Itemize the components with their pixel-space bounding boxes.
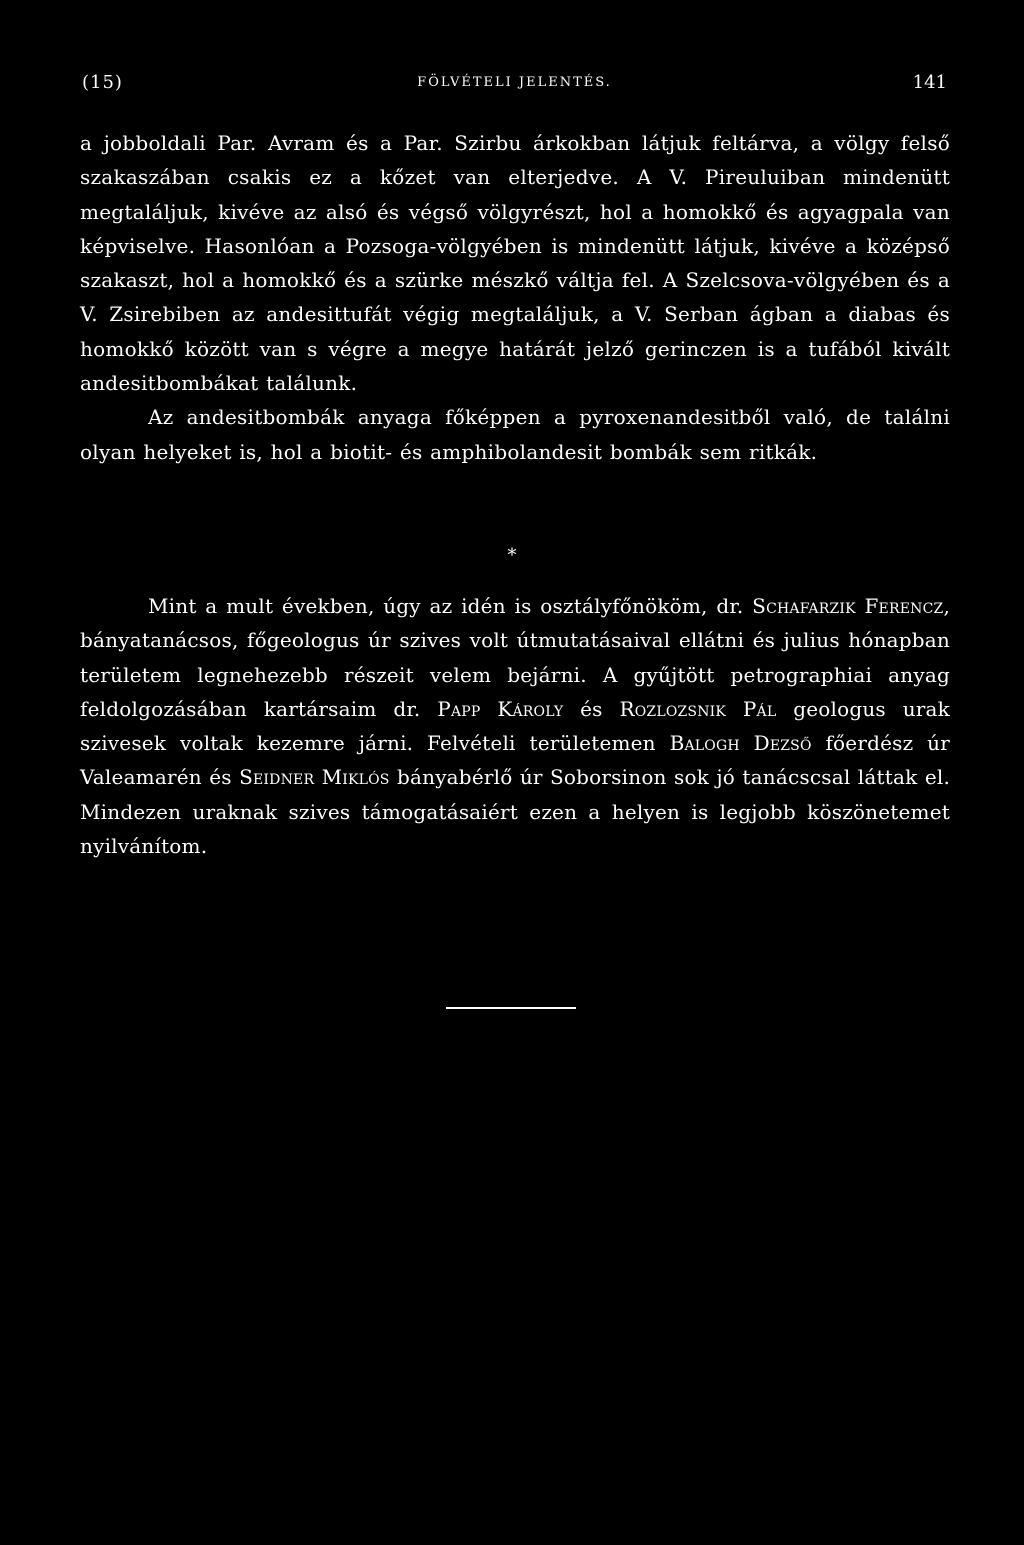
acknowledgement-paragraph <box>80 589 950 863</box>
paragraph-1: a jobboldali Par. Avram és a Par. Szirbu árkokban látjuk feltárva, a völgy felső szakaszában csakis ez a kőzet van elterjedve. A V. Pireuluiban mindenütt megtaláljuk, kivéve az alsó és végső völgyrészt, hol a homokkő és agyagpala van képviselve. Hasonlóan a Pozsoga-völgyében is mindenütt látjuk, kivéve a középső szakaszt, hol a homokkő és a szürke mészkő váltja fel. A Szelcsova-völgyében és a V. Zsirebiben az andesittufát végig megtaláljuk, a V. Serban ágban a diabas és homokkő között van s végre a megye határát jelző gerinczen is a tufából kivált andesitbombákat találunk. <box>80 131 950 396</box>
page-number: 141 <box>912 72 947 93</box>
ack-text-6: bányabérlő úr Soborsinon sok jó tanácscsal láttak el. Mindezen uraknak szives támogatásaiért ezen a helyen is legjobb köszönetemet nyilvánítom. <box>80 765 951 859</box>
person-name-seidner: Seidner Miklós <box>239 765 390 790</box>
running-title: FÖLVÉTELI JELENTÉS. <box>417 75 612 90</box>
ack-text-3: és <box>563 696 620 721</box>
person-name-schafarzik: Schafarzik Ferencz <box>752 594 944 618</box>
section-number: (15) <box>82 72 123 93</box>
section-separator-asterisk: * <box>507 545 517 566</box>
person-name-papp: Papp Károly <box>437 696 564 721</box>
ack-text-5: főerdész úr Valeamarén és <box>80 731 950 790</box>
ack-text-2: , bányatanácsos, főgeologus úr szives volt útmutatásaival ellátni és julius hónapban területem legnehezebb részeit velem bejárni. A gyűjtött petrographiai anyag feldolgozásában kartársaim dr. <box>80 594 950 721</box>
paragraph-2: Az andesitbombák anyaga főképpen a pyroxenandesitből való, de találni olyan helyeket is, hol a biotit- és amphibolandesit bombák sem ritkák. <box>80 405 950 464</box>
running-header <box>82 72 947 100</box>
main-text <box>80 126 950 469</box>
ack-text-4: geologus urak szivesek voltak kezemre járni. Felvételi területemen <box>80 696 950 756</box>
end-rule <box>446 1007 576 1009</box>
person-name-balogh: Balogh Dezső <box>669 731 812 756</box>
ack-text-1: Mint a mult években, úgy az idén is osztályfőnököm, dr. <box>148 594 753 618</box>
person-name-rozlozsnik: Rozlozsnik Pál <box>619 696 777 721</box>
